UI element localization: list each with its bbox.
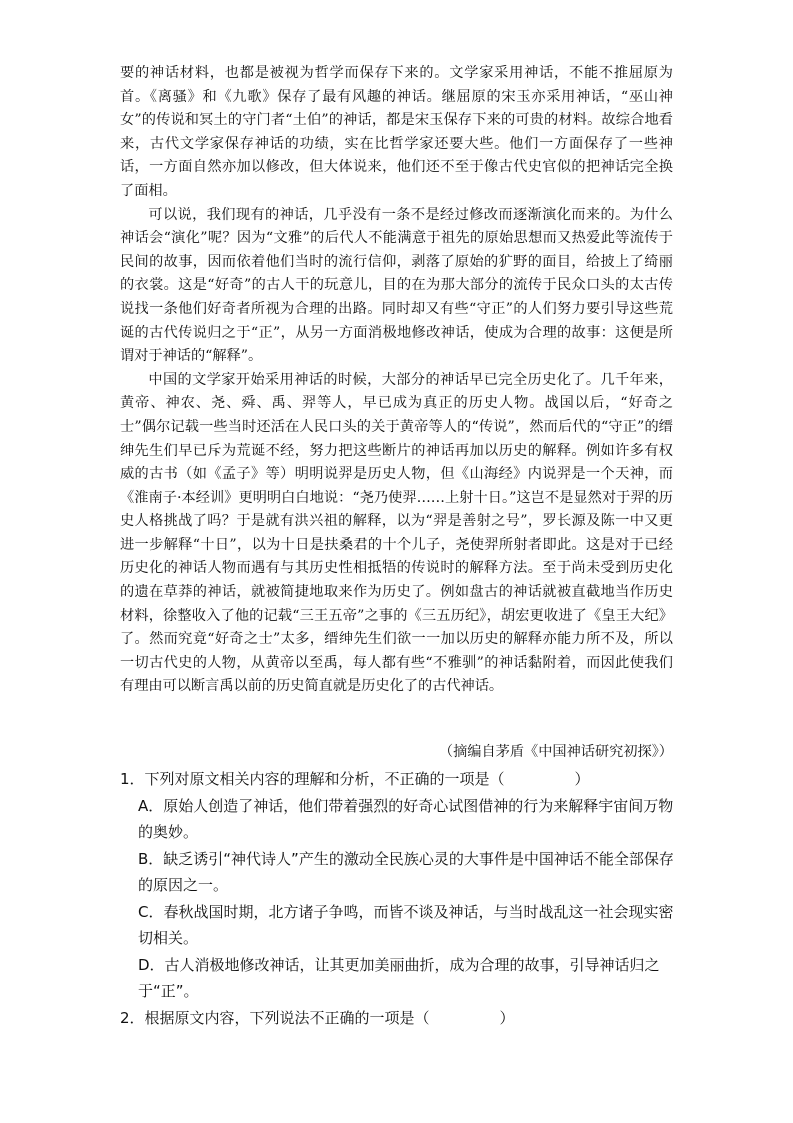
- option-a: A．原始人创造了神话，他们带着强烈的好奇心试图借神的行为来解释宇宙间万物的奥妙。: [138, 796, 674, 841]
- question-stem-end: ）: [499, 1008, 515, 1027]
- option-d: D．古人消极地修改神话，让其更加美丽曲折，成为合理的故事，引导神话归之于“正”。: [138, 955, 660, 1000]
- question-stem: [120, 766, 680, 793]
- passage-paragraph-1: 要的神话材料，也都是被视为哲学而保存下来的。文学家采用神话，不能不推屈原为首。《离骚》和《九歌》保存了最有风趣的神话。继屈原的宋玉亦采用神话，“巫山神女”的传说和冥土的守门者“土伯”的神话，都是宋玉保存下来的可贵的材料。故综合地看来，古代文学家保存神话的功绩，实在比哲学家还要大些。他们一方面保存了一些神话，一方面自然亦加以修改，但大体说来，他们还不至于像古代史官似的把神话完全换了面相。: [120, 65, 673, 199]
- question-list: [120, 766, 680, 1031]
- question-2: [120, 1005, 680, 1032]
- option-c: C．春秋战国时期，北方诸子争鸣，而皆不谈及神话，与当时战乱这一社会现实密切相关。: [138, 902, 674, 947]
- question-stem-text: 1．下列对原文相关内容的理解和分析，不正确的一项是（: [120, 770, 505, 788]
- option-b: B．缺乏诱引“神代诗人”产生的激动全民族心灵的大事件是中国神话不能全部保存的原因之一。: [138, 849, 674, 894]
- question-stem-text: 2．根据原文内容，下列说法不正确的一项是（: [120, 1008, 430, 1027]
- passage-paragraph-3: 中国的文学家开始采用神话的时候，大部分的神话早已完全历史化了。几千年来，黄帝、神农、尧、舜、禹、羿等人，早已成为真正的历史人物。战国以后，“好奇之士”偶尔记载一些当时还活在人民口头的关于黄帝等人的“传说”，然而后代的“守正”的缙绅先生们早已斥为荒诞不经，努力把这些断片的神话再加以历史的解释。例如许多有权威的古书（如《孟子》等）明明说羿是历史人物，但《山海经》内说羿是一个天神，而《淮南子·本经训》更明明白白地说：“尧乃使羿……上射十日。”这岂不是显然对于羿的历史人格挑战了吗？于是就有洪兴祖的解释，以为“羿是善射之号”，罗长源及陈一中又更进一步解释“十日”，以为十日是扶桑君的十个儿子，尧使羿所射者即此。这是对于已经历史化的神话人物而遇有与其历史性相抵牾的传说时的解释方法。至于尚未受到历史化的遗在草莽的神话，就被简捷地取来作为历史了。例如盘古的神话就被直截地当作历史材料，徐整收入了他的记载“三王五帝”之事的《三五历纪》，胡宏更收进了《皇王大纪》了。然而究竟“好奇之士”太多，缙绅先生们欲一一加以历史的解释亦能力所不及，所以一切古代史的人物，从黄帝以至禹，每人都有些“不雅驯”的神话黏附着，而因此使我们有理由可以断言禹以前的历史简直就是历史化了的古代神话。: [120, 371, 673, 695]
- question-stem: [120, 1005, 680, 1032]
- passage-paragraph-2: 可以说，我们现有的神话，几乎没有一条不是经过修改而逐渐演化而来的。为什么神话会“演化”呢？因为“文雅”的后代人不能满意于祖先的原始思想而又热爱此等流传于民间的故事，因而依着他们当时的流行信仰，剥落了原始的犷野的面目，给披上了绮丽的衣裳。这是“好奇”的古人干的玩意儿，目的在为那大部分的流传于民众口头的太古传说找一条他们好奇者所视为合理的出路。同时却又有些“守正”的人们努力要引导这些荒诞的古代传说归之于“正”，从另一方面消极地修改神话，使成为合理的故事：这便是所谓对于神话的“解释”。: [120, 206, 673, 365]
- question-stem-end: ）: [574, 770, 590, 788]
- question-1: [120, 766, 680, 1005]
- reading-passage: [120, 62, 673, 699]
- passage-source: （摘编自茅盾《中国神话研究初探》）: [438, 744, 673, 760]
